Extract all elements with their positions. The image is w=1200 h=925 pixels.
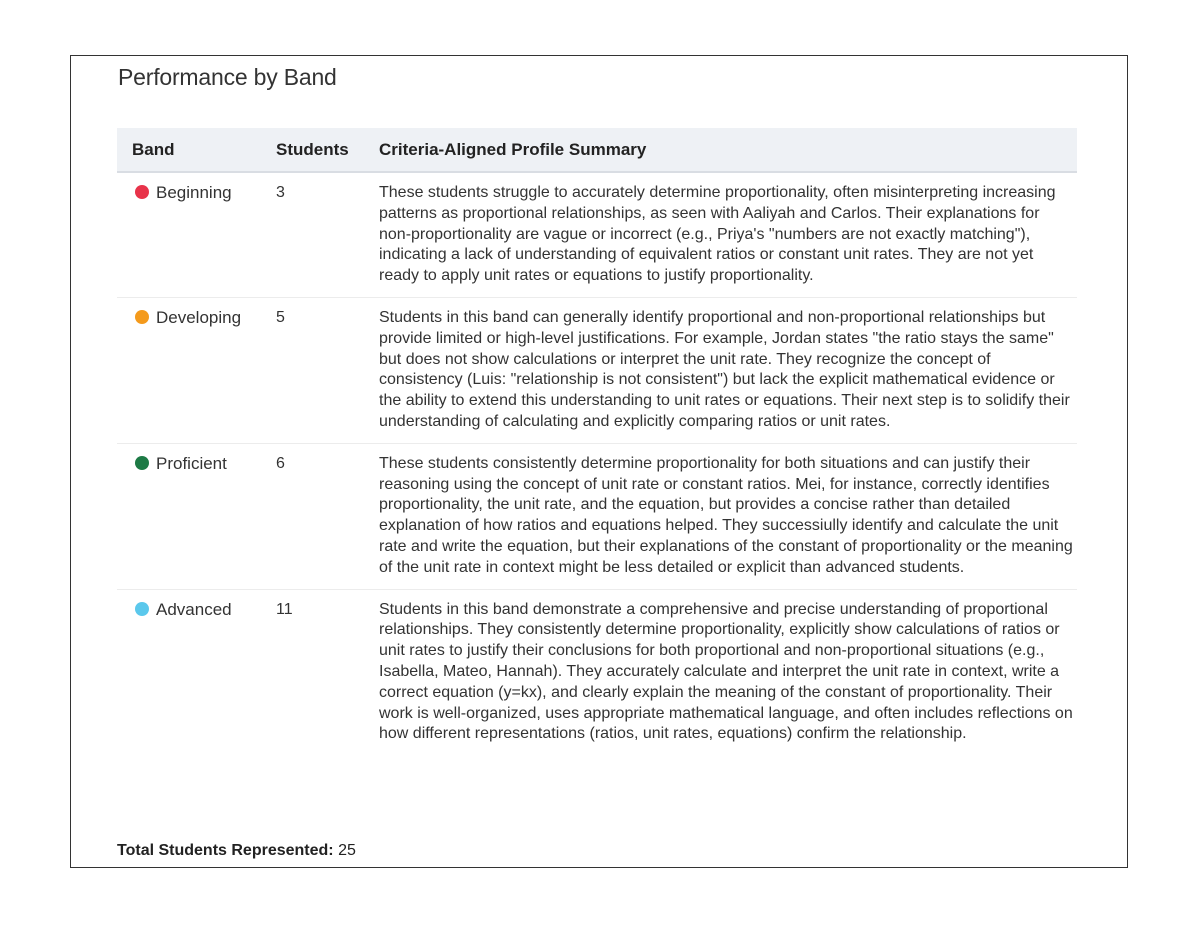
- profile-summary: These students struggle to accurately determine proportionality, often misinterpreting increasing patterns as proportional relationships, as seen with Aaliyah and Carlos. Their explanations for non-proportionality are vague or incorrect (e.g., Priya's "numbers are not exactly matching"), indicating a lack of understanding of equivalent ratios or constant unit rates. They are not yet ready to apply unit rates or equations to justify proportionality.: [379, 184, 1056, 285]
- band-cell: [117, 297, 263, 443]
- red-dot-icon: [135, 185, 149, 199]
- band-table: [117, 128, 1077, 755]
- blue-dot-icon: [135, 602, 149, 616]
- table-row-developing: [117, 297, 1077, 443]
- table-row-proficient: [117, 443, 1077, 589]
- band-label: Developing: [156, 307, 242, 327]
- orange-dot-icon: [135, 310, 149, 324]
- band-label: Advanced: [156, 599, 232, 619]
- students-count: 6: [276, 454, 285, 472]
- students-count: 11: [276, 600, 293, 618]
- students-count: 5: [276, 308, 285, 326]
- header-summary: Criteria-Aligned Profile Summary: [369, 128, 1077, 172]
- band-table-container: [117, 128, 1077, 755]
- table-row-beginning: [117, 172, 1077, 297]
- total-students: [117, 842, 356, 860]
- table-header-row: [117, 128, 1077, 172]
- total-students-label: Total Students Represented:: [117, 842, 334, 859]
- profile-summary: These students consistently determine proportionality for both situations and can justify their reasoning using the concept of unit rate or constant ratios. Mei, for instance, correctly identifies proportionality, the unit rate, and the equation, but provides a concise rather than detailed explanation of how ratios and equations helped. They successiully identify and calculate the unit rate and write the equation, but their explanations of the constant of proportionality or the meaning of the unit rate in context might be less detailed or explicit than advanced students.: [379, 454, 1073, 576]
- band-cell: [117, 172, 263, 297]
- total-students-value: 25: [338, 842, 356, 859]
- green-dot-icon: [135, 456, 149, 470]
- band-cell: [117, 443, 263, 589]
- band-label: Beginning: [156, 183, 232, 202]
- performance-panel: [70, 55, 1128, 868]
- profile-summary: Students in this band can generally identify proportional and non-proportional relationships but provide limited or high-level justifications. For example, Jordan states "the ratio stays the same" but does not show calculations or interpret the unit rate. They recognize the concept of consistency (Luis: "relationship is not consistent") but lack the explicit mathematical evidence or the ability to extend this understanding to unit rates or equations. Their next step is to solidify their understanding of calculating and explicitly comparing ratios or unit rates.: [379, 308, 1070, 430]
- students-count: 3: [276, 184, 285, 201]
- band-cell: [117, 589, 263, 755]
- header-students: Students: [263, 128, 369, 172]
- band-label: Proficient: [156, 453, 227, 473]
- table-row-advanced: [117, 589, 1077, 755]
- header-band: Band: [117, 128, 263, 172]
- profile-summary: Students in this band demonstrate a comprehensive and precise understanding of proportional relationships. They consistently determine proportionality, explicitly show calculations of ratios or unit rates to justify their conclusions for both proportional and non-proportional situations (e.g., Isabella, Mateo, Hannah). They accurately calculate and interpret the unit rate in context, write a correct equation (y=kx), and clearly explain the meaning of the constant of proportionality. Their work is well-organized, uses appropriate mathematical language, and often includes reflections on how different representations (ratios, unit rates, equations) confirm the relationship.: [379, 600, 1073, 743]
- page-title: Performance by Band: [118, 64, 337, 90]
